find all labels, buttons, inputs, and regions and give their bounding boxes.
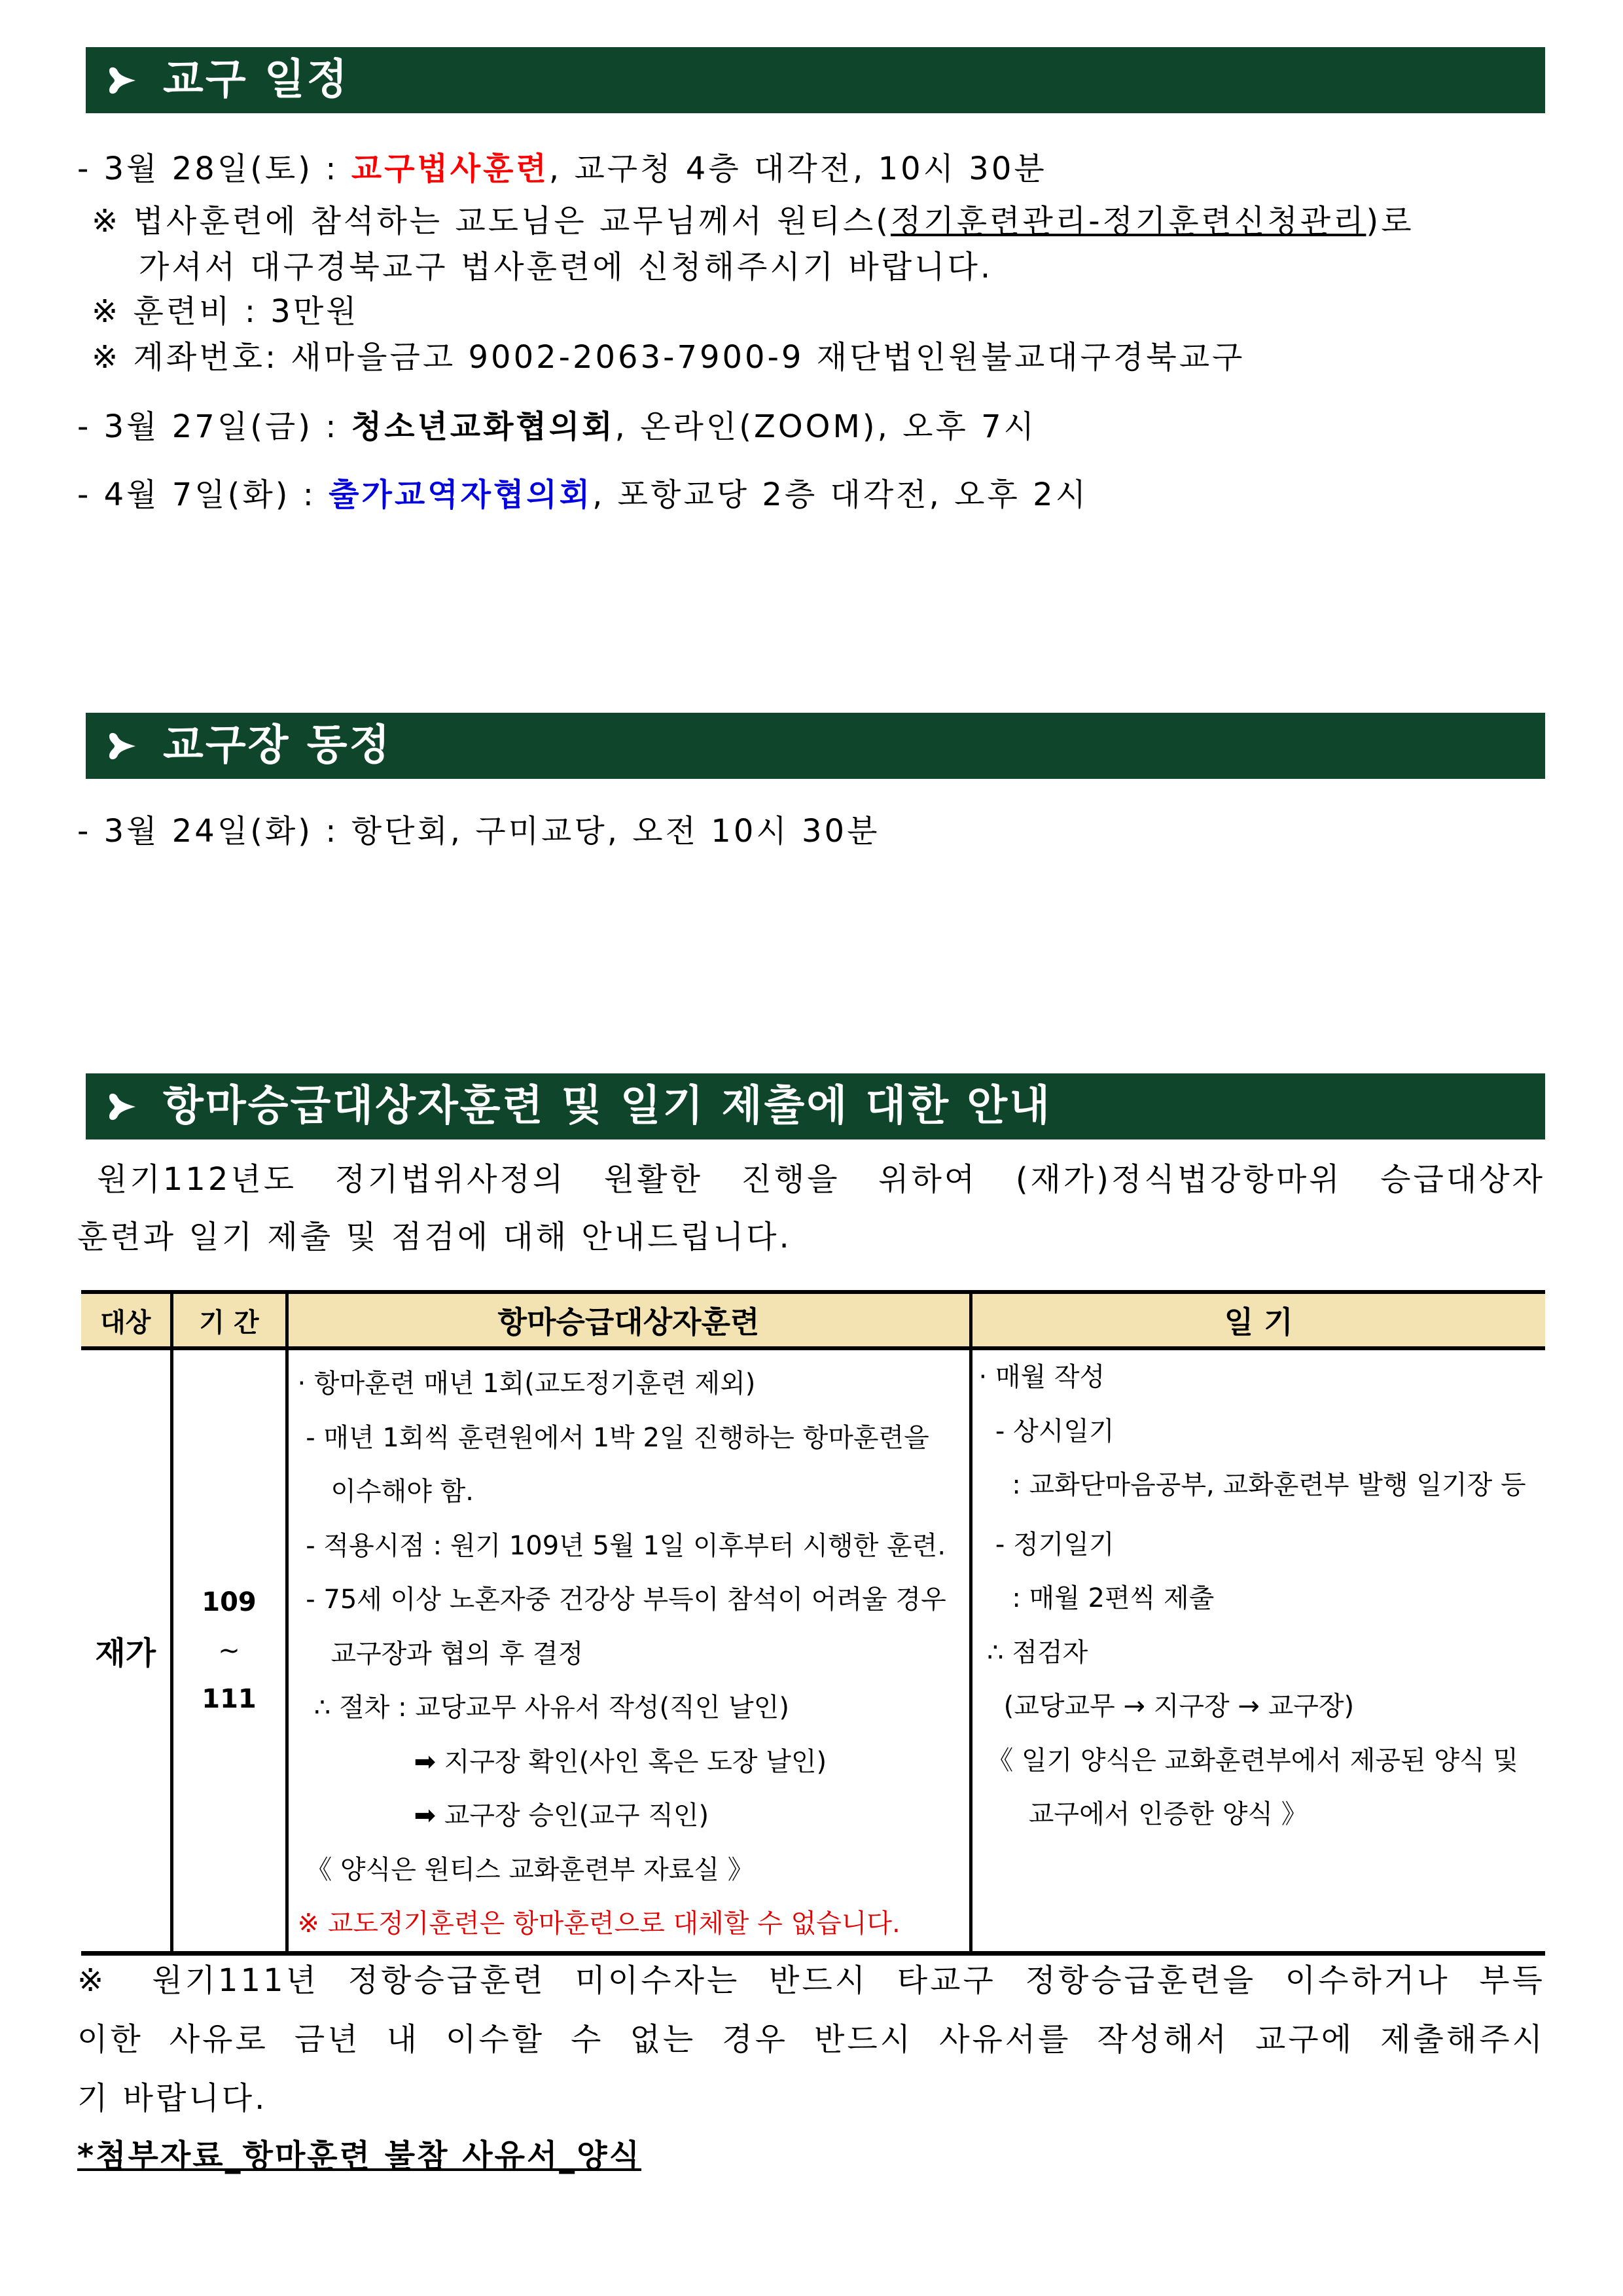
section-title: 항마승급대상자훈련 및 일기 제출에 대한 안내 [163,1082,1052,1130]
header-diary: 일 기 [971,1292,1545,1348]
header-training: 항마승급대상자훈련 [287,1292,971,1348]
period-separator: ~ [218,1635,240,1666]
section-header-bishop [86,713,1545,779]
intro-paragraph-line-2: 훈련과 일기 제출 및 점검에 대해 안내드립니다. [77,1219,792,1255]
schedule-item-2 [77,407,1037,446]
event-name-highlight: 출가교역자협의회 [329,476,593,513]
table-row [81,1348,1545,1953]
diary-line: : 매월 2편씩 제출 [978,1583,1215,1613]
reference-mark: ※ [92,339,121,376]
event-name-highlight: 청소년교화협의회 [351,408,615,445]
schedule-item-1 [77,149,1047,188]
heart-bullet-icon [107,65,137,96]
schedule-note-fee [92,292,359,331]
section-title: 교구 일정 [163,56,349,104]
table-header-row [81,1292,1545,1348]
attachment-link[interactable]: *첨부자료_항마훈련 불참 사유서_양식 [77,2138,642,2174]
period-end: 111 [202,1683,257,1714]
event-details: , 교구청 4층 대각전, 10시 30분 [548,151,1047,187]
item-date: - 4월 7일(화) : [77,476,329,513]
heart-bullet-icon [107,1092,137,1122]
bishop-item-1 [77,812,880,851]
note-text: 계좌번호: 새마을금고 9002-2063-7900-9 재단법인원불교대구경북교구 [133,339,1245,376]
note-text: 훈련비 : 3만원 [133,293,359,330]
event-details: , 온라인(ZOOM), 오후 7시 [615,408,1037,445]
reference-mark: ※ [92,293,121,330]
diary-line: 《 일기 양식은 교화훈련부에서 제공된 양식 및 [978,1745,1519,1776]
cell-period [171,1348,287,1953]
training-line: - 75세 이상 노혼자중 건강상 부득이 참석이 어려울 경우 [297,1585,946,1615]
diary-line: : 교화단마음공부, 교화훈련부 발행 일기장 등 [978,1470,1526,1500]
item-date: - 3월 28일(토) : [77,151,351,187]
diary-line: - 상시일기 [978,1416,1115,1446]
period-start: 109 [202,1587,257,1617]
training-line: - 매년 1회씩 훈련원에서 1박 2일 진행하는 항마훈련을 [297,1422,929,1453]
training-diary-table [81,1290,1545,1956]
schedule-item-3 [77,475,1088,514]
wintis-menu-path: 정기훈련관리-정기훈련신청관리 [890,203,1366,240]
diary-line: (교당교무 → 지구장 → 교구장) [978,1691,1355,1721]
item-text: - 3월 24일(화) : 항단회, 구미교당, 오전 10시 30분 [77,813,880,850]
section-header-training [86,1073,1545,1139]
diary-line: · 매월 작성 [978,1362,1105,1392]
note-text: 가셔서 대구경북교구 법사훈련에 신청해주시기 바랍니다. [139,249,993,285]
training-line: 이수해야 함. [297,1477,474,1507]
intro-paragraph-line-1: 원기112년도 정기법위사정의 원활한 진행을 위하여 (재가)정식법강항마위 승급대상자 [97,1161,1545,1198]
heart-bullet-icon [107,731,137,761]
cell-diary [971,1348,1545,1953]
footer-note-line-3: 기 바랍니다. [77,2080,268,2117]
schedule-note-1-cont [139,247,993,287]
header-period: 기 간 [171,1292,287,1348]
footer-note-line-2: 이한 사유로 금년 내 이수할 수 없는 경우 반드시 사유서를 작성해서 교구에 제출해주시 [77,2021,1545,2058]
training-line: - 적용시점 : 원기 109년 5월 1일 이후부터 시행한 훈련. [297,1530,946,1561]
diary-line: ∴ 점검자 [978,1637,1088,1668]
event-details: , 포항교당 2층 대각전, 오후 2시 [592,476,1089,513]
training-line-arrow: ➡ 지구장 확인(사인 혹은 도장 날인) [297,1746,827,1777]
event-name-highlight: 교구법사훈련 [351,151,549,187]
training-line: 《 양식은 원티스 교화훈련부 자료실 》 [297,1854,754,1885]
cell-target: 재가 [81,1348,171,1953]
reference-mark: ※ [92,203,121,240]
diary-line: - 정기일기 [978,1529,1115,1560]
footer-note-line-1: ※ 원기111년 정항승급훈련 미이수자는 반드시 타교구 정항승급훈련을 이수하거나 부득 [77,1962,1545,1999]
schedule-note-account [92,338,1245,377]
header-target: 대상 [81,1292,171,1348]
item-date: - 3월 27일(금) : [77,408,351,445]
training-line: 교구장과 협의 후 결정 [297,1638,584,1669]
section-header-schedule [86,47,1545,113]
note-text: )로 [1366,203,1414,240]
training-line: · 항마훈련 매년 1회(교도정기훈련 제외) [297,1369,756,1399]
training-warning: ※ 교도정기훈련은 항마훈련으로 대체할 수 없습니다. [297,1909,901,1939]
training-line-arrow: ➡ 교구장 승인(교구 직인) [297,1801,709,1831]
training-line: ∴ 절차 : 교당교무 사유서 작성(직인 날인) [297,1693,789,1723]
note-text: 법사훈련에 참석하는 교도님은 교무님께서 원티스( [133,203,891,240]
schedule-note-1 [92,202,1414,241]
cell-training [287,1348,971,1953]
section-title: 교구장 동정 [163,721,392,770]
diary-line: 교구에서 인증한 양식 》 [978,1799,1308,1829]
